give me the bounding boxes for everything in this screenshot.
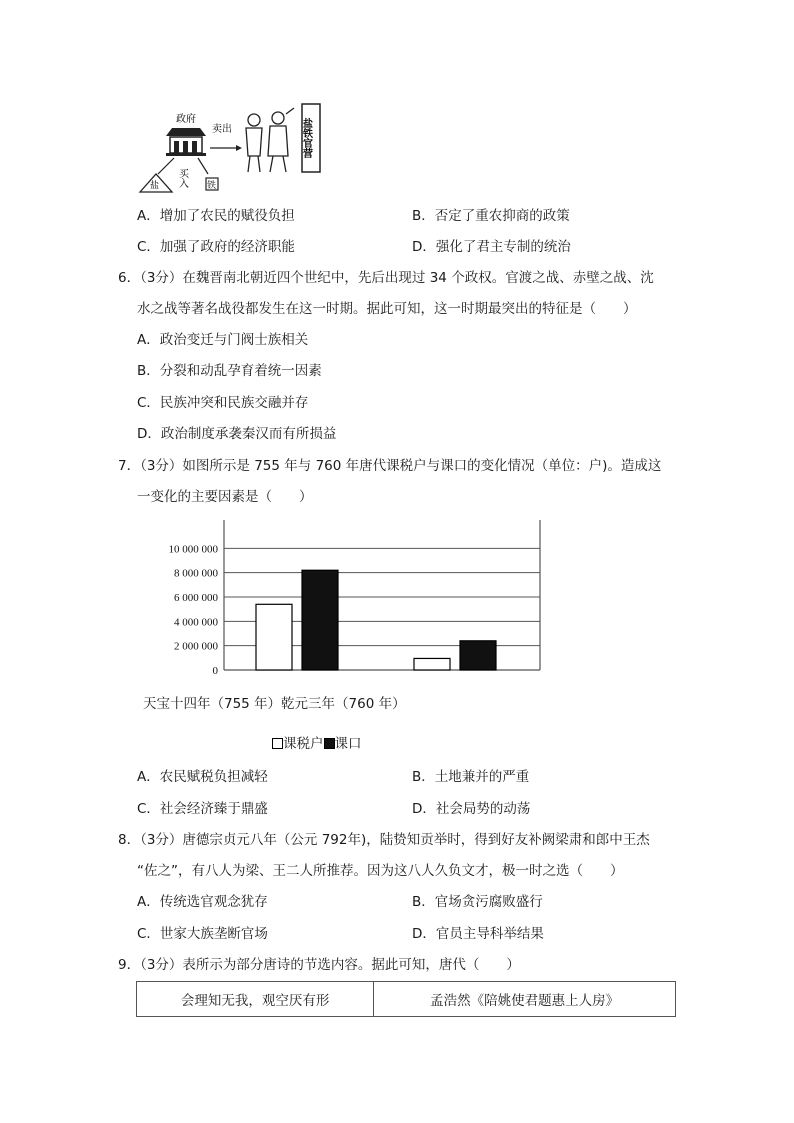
q6-stem-line-2: 水之战等著名战役都发生在这一时期。据此可知，这一时期最突出的特征是（ ） xyxy=(137,301,637,317)
buy-label: 买入 xyxy=(176,168,188,188)
y-tick-label: 10 000 000 xyxy=(168,543,218,556)
legend-filled-label: 课口 xyxy=(334,736,362,752)
q7-option-d[interactable]: D．社会局势的动荡 xyxy=(412,801,531,817)
bar-tax-persons xyxy=(302,570,338,670)
salt-iron-monopoly-illustration xyxy=(136,100,326,200)
legend-hollow-swatch xyxy=(272,738,283,749)
q6-stem-line-1: 6．（3分）在魏晋南北朝近四个世纪中，先后出现过 34 个政权。官渡之战、赤壁之战、沈 xyxy=(118,270,654,286)
y-tick-label: 4 000 000 xyxy=(174,616,218,629)
q8-stem-line-2: “佐之”，有八人为梁、王二人所推荐。因为这八人久负文才，极一时之选（ ） xyxy=(137,863,624,879)
poem-verse-cell: 会理知无我，观空厌有形 xyxy=(137,982,374,1017)
q5-option-b[interactable]: B．否定了重农抑商的政策 xyxy=(412,208,570,224)
q6-option-d[interactable]: D．政治制度承袭秦汉而有所损益 xyxy=(137,426,337,442)
legend-filled-swatch xyxy=(324,738,335,749)
merchant-figures-icon xyxy=(246,108,294,172)
q7-option-c[interactable]: C．社会经济臻于鼎盛 xyxy=(137,801,268,817)
buy-arrow-right-icon xyxy=(198,158,208,174)
iron-label: 铁 xyxy=(207,180,217,190)
y-tick-label: 2 000 000 xyxy=(174,640,218,653)
y-tick-label: 0 xyxy=(212,665,218,677)
y-tick-label: 6 000 000 xyxy=(174,592,218,604)
tax-household-bar-chart xyxy=(150,518,550,678)
q5-option-d[interactable]: D．强化了君主专制的统治 xyxy=(412,239,571,255)
sell-label: 卖出 xyxy=(212,124,232,135)
salt-label: 盐 xyxy=(150,180,160,190)
q6-option-a[interactable]: A．政治变迁与门阀士族相关 xyxy=(137,332,309,348)
bar-tax-households xyxy=(414,658,450,670)
bar-tax-households xyxy=(256,604,292,670)
poem-table xyxy=(136,981,676,1017)
buy-arrow-left-icon xyxy=(158,158,174,174)
government-label: 政府 xyxy=(176,114,196,125)
q8-stem-line-1: 8．（3分）唐德宗贞元八年（公元 792年)，陆贽知贡举时，得到好友补阙梁肃和郎中王杰 xyxy=(118,832,650,848)
q8-option-a[interactable]: A．传统选官观念犹存 xyxy=(137,894,268,910)
q5-option-a[interactable]: A．增加了农民的赋役负担 xyxy=(137,208,295,224)
q7-stem-line-2: 一变化的主要因素是（ ） xyxy=(137,489,313,505)
q8-option-b[interactable]: B．官场贪污腐败盛行 xyxy=(412,894,543,910)
q8-option-d[interactable]: D．官员主导科举结果 xyxy=(412,926,544,942)
monopoly-sign-text: 盐铁官营 xyxy=(300,118,312,158)
q7-option-a[interactable]: A．农民赋税负担减轻 xyxy=(137,769,268,785)
bar-tax-persons xyxy=(460,641,496,670)
chart-legend xyxy=(272,735,362,753)
q6-option-c[interactable]: C．民族冲突和民族交融并存 xyxy=(137,395,309,411)
q9-stem-line-1: 9．（3分）表所示为部分唐诗的节选内容。据此可知，唐代（ ） xyxy=(118,957,520,973)
q8-option-c[interactable]: C．世家大族垄断官场 xyxy=(137,926,268,942)
q7-option-b[interactable]: B．土地兼并的严重 xyxy=(412,769,530,785)
q6-option-b[interactable]: B．分裂和动乱孕育着统一因素 xyxy=(137,363,322,379)
poem-source-cell: 孟浩然《陪姚使君题惠上人房》 xyxy=(374,982,676,1017)
q5-option-c[interactable]: C．加强了政府的经济职能 xyxy=(137,239,295,255)
chart-x-caption: 天宝十四年（755 年）乾元三年（760 年） xyxy=(143,696,406,712)
table-row xyxy=(137,982,676,1017)
government-building-icon xyxy=(166,128,206,156)
y-tick-label: 8 000 000 xyxy=(174,567,218,580)
legend-hollow-label: 课税户 xyxy=(283,736,324,752)
q7-stem-line-1: 7．（3分）如图所示是 755 年与 760 年唐代课税户与课口的变化情况（单位：户)。造成这 xyxy=(118,458,662,474)
